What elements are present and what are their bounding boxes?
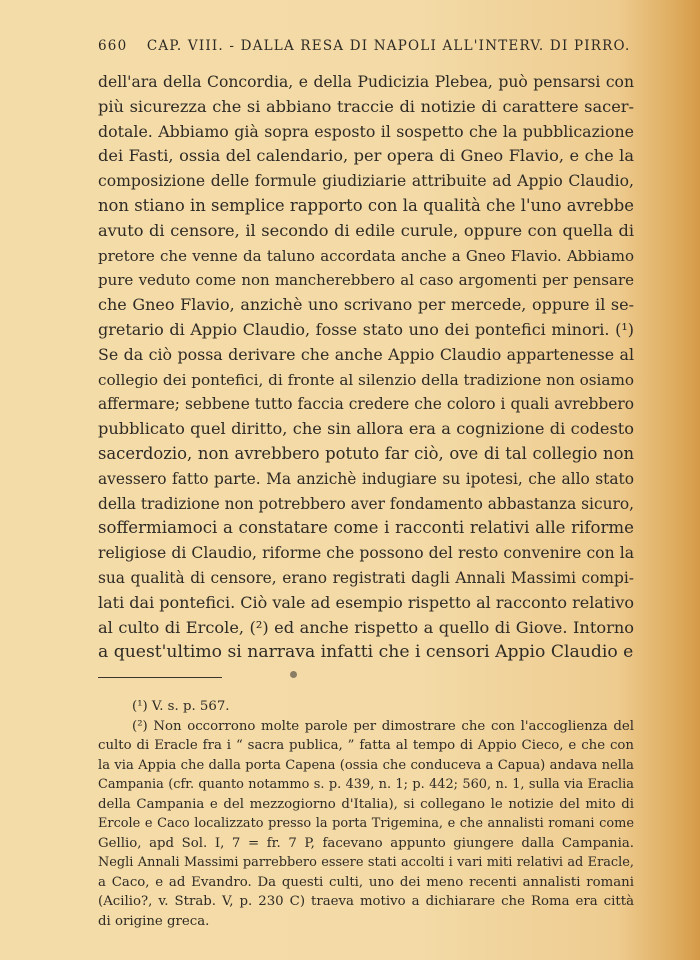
text-line: pretore che venne da taluno accordata anche a Gneo Flavio. Abbiamo bbox=[98, 246, 634, 265]
text-line: collegio dei pontefici, di fronte al silenzio della tradizione non osiamo bbox=[98, 370, 634, 389]
paper-speck bbox=[290, 671, 297, 678]
text-line: dei Fasti, ossia del calendario, per opera di Gneo Flavio, e che la bbox=[98, 146, 634, 166]
footnote-2-line: (²) Non occorrono molte parole per dimostrare che con l'accoglienza del bbox=[132, 718, 634, 734]
text-line: avuto di censore, il secondo di edile curule, oppure con quella di bbox=[98, 220, 634, 240]
text-line: sua qualità di censore, erano registrati dagli Annali Massimi compi- bbox=[98, 568, 634, 587]
footnote-2-line: a Caco, e ad Evandro. Da questi culti, uno dei meno recenti annalisti romani bbox=[98, 874, 634, 890]
text-line: pure veduto come non mancherebbero al caso argomenti per pensare bbox=[98, 271, 634, 290]
text-line: pubblicato quel diritto, che sin allora era a cognizione di codesto bbox=[98, 419, 634, 439]
text-line: non stiano in semplice rapporto con la qualità che l'uno avrebbe bbox=[98, 195, 634, 215]
text-line: religiose di Claudio, riforme che possono del resto convenire con la bbox=[98, 544, 634, 563]
text-line: della tradizione non potrebbero aver fondamento abbastanza sicuro, bbox=[98, 494, 635, 513]
text-line: che Gneo Flavio, anzichè uno scrivano per mercede, oppure il se- bbox=[98, 295, 634, 315]
text-line: avessero fatto parte. Ma anzichè indugiare su ipotesi, che allo stato bbox=[98, 469, 634, 488]
footnote-2-line: Campania (cfr. quanto notammo s. p. 439, n. 1; p. 442; 560, n. 1, sulla via Eraclia bbox=[98, 777, 634, 792]
text-line: affermare; sebbene tutto faccia credere che coloro i quali avrebbero bbox=[98, 395, 634, 414]
footnote-separator bbox=[98, 677, 222, 678]
text-line: lati dai pontefici. Ciò vale ad esempio rispetto al racconto relativo bbox=[98, 592, 635, 612]
footnotes bbox=[98, 697, 634, 931]
text-line: sacerdozio, non avrebbero potuto far ciò, ove di tal collegio non bbox=[98, 443, 634, 463]
text-line: dotale. Abbiamo già sopra esposto il sospetto che la pubblicazione bbox=[98, 121, 634, 141]
footnote-2-line: di origine greca. bbox=[98, 913, 210, 929]
footnote-2-line: la via Appia che dalla porta Capena (ossia che conduceva a Capua) andava nella bbox=[98, 757, 634, 773]
text-line: a quest'ultimo si narrava infatti che i censori Appio Claudio e bbox=[98, 642, 634, 663]
text-line: gretario di Appio Claudio, fosse stato uno dei pontefici minori. (¹) bbox=[98, 319, 634, 339]
footnote-2-line: della Campania e del mezzogiorno d'Italia), si collegano le notizie del mito di bbox=[98, 796, 634, 812]
footnote-2-line: (Acilio?, v. Strab. V, p. 230 C) traeva motivo a dichiarare che Roma era città bbox=[98, 894, 634, 909]
main-text bbox=[98, 70, 634, 665]
footnote-1: (¹) V. s. p. 567. bbox=[132, 699, 230, 714]
text-line: dell'ara della Concordia, e della Pudicizia Plebea, può pensarsi con bbox=[98, 73, 634, 91]
footnote-2-line: Ercole e Caco localizzato presso la porta Trigemina, e che annalisti romani come bbox=[98, 816, 634, 831]
running-header bbox=[98, 38, 638, 54]
footnote-2-line: Gellio, apd Sol. I, 7 = fr. 7 P, facevano appunto giungere dalla Campania. bbox=[98, 835, 634, 851]
page-number: 660 bbox=[98, 38, 128, 54]
footnote-2-line: culto di Eracle fra i “ sacra publica, ” fatta al tempo di Appio Cieco, e che con bbox=[98, 738, 634, 753]
text-line: più sicurezza che si abbiano traccie di notizie di carattere sacer- bbox=[98, 96, 634, 116]
text-line: composizione delle formule giudiziarie attribuite ad Appio Claudio, bbox=[98, 172, 634, 191]
running-title: CAP. VIII. - DALLA RESA DI NAPOLI ALL'INTERV. DI PIRRO. bbox=[146, 38, 631, 54]
text-line: soffermiamoci a constatare come i racconti relativi alle riforme bbox=[98, 518, 634, 538]
footnote-2-line: Negli Annali Massimi parrebbero essere stati accolti i vari miti relativi ad Eracle, bbox=[98, 855, 634, 870]
text-line: Se da ciò possa derivare che anche Appio Claudio appartenesse al bbox=[98, 344, 634, 364]
text-line: al culto di Ercole, (²) ed anche rispetto a quello di Giove. Intorno bbox=[98, 617, 634, 637]
